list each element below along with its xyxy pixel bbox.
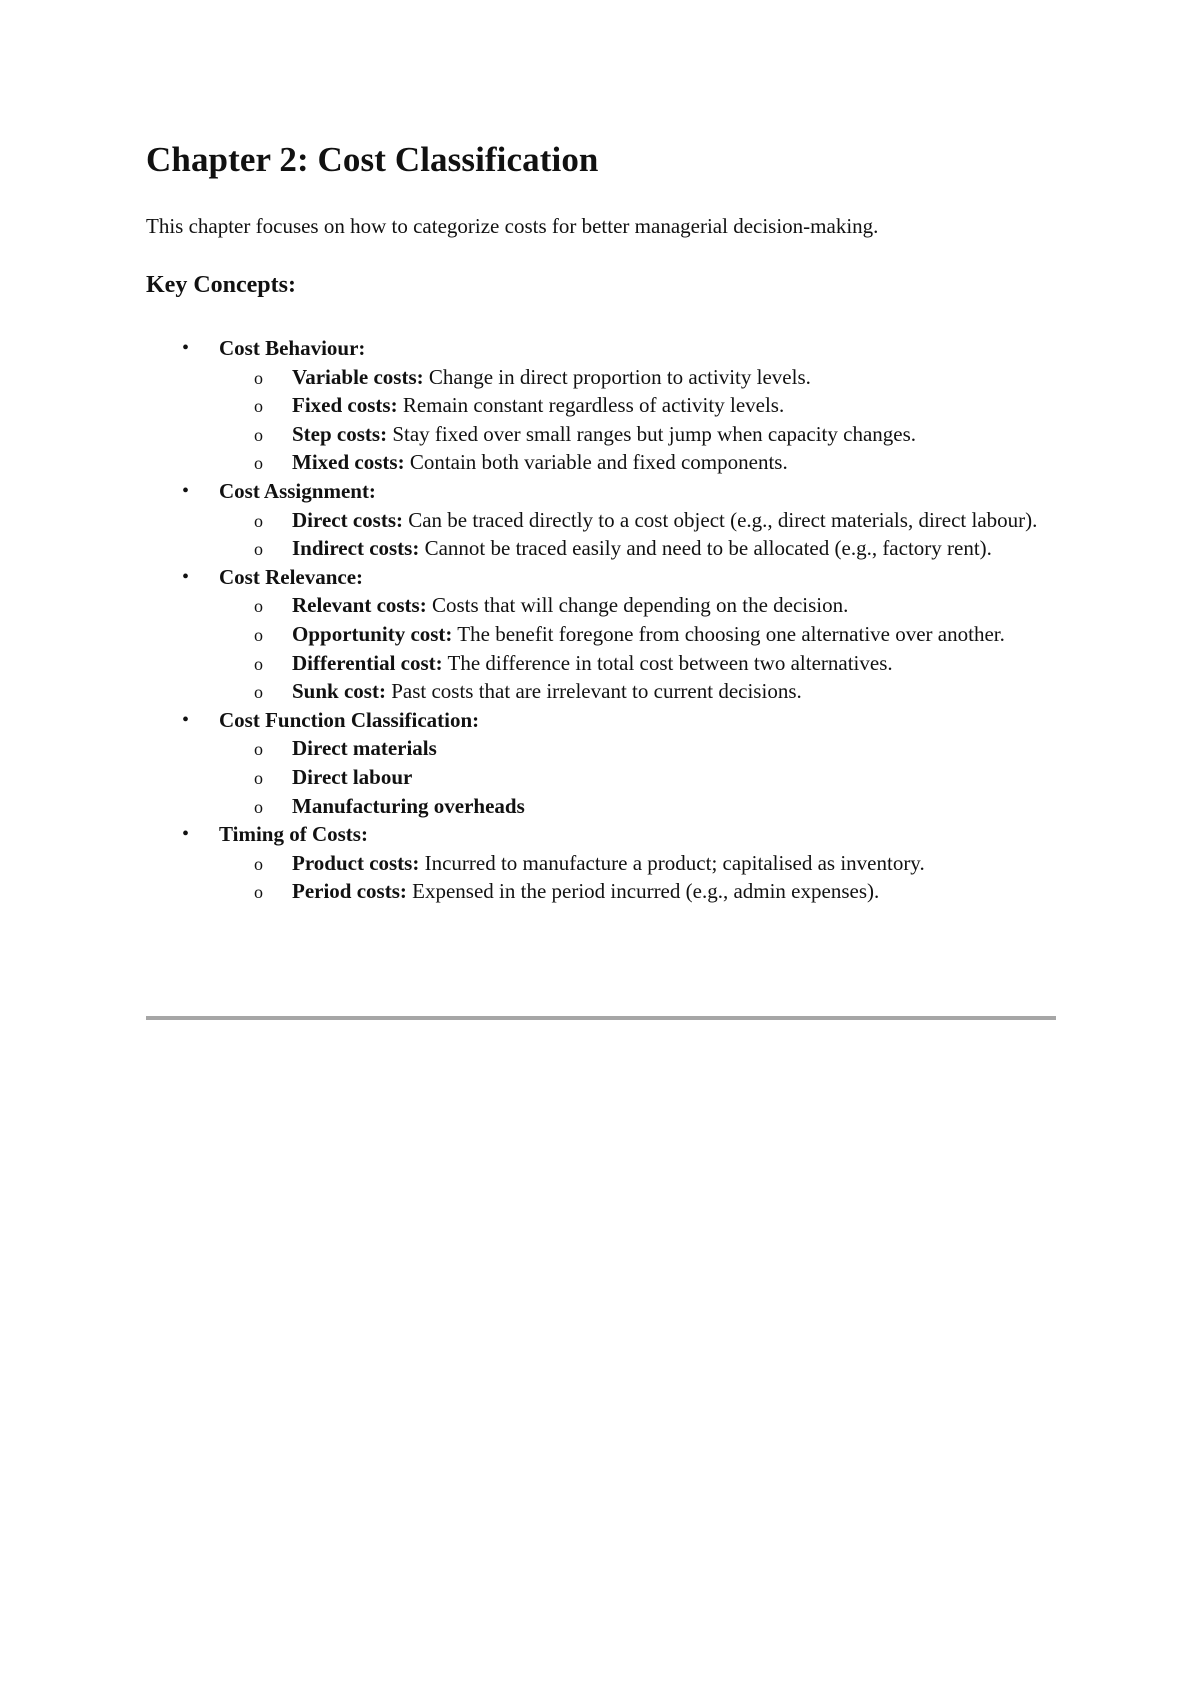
concept-label: Cost Assignment: <box>219 478 376 503</box>
concept-subitem <box>219 649 1056 678</box>
term-definition: Remain constant regardless of activity levels. <box>397 393 785 418</box>
term-label: Direct materials <box>292 736 437 761</box>
circle-bullet-icon: o <box>254 453 263 474</box>
concept-subitem <box>219 391 1056 420</box>
circle-bullet-icon: o <box>254 653 263 674</box>
term-label: Step costs: <box>292 421 388 446</box>
concept-label: Cost Function Classification: <box>219 707 480 732</box>
concept-subitem <box>219 734 1056 763</box>
term-label: Fixed costs: <box>292 393 398 418</box>
term-label: Differential cost: <box>292 650 443 675</box>
circle-bullet-icon: o <box>254 396 263 417</box>
term-definition: Past costs that are irrelevant to current decisions. <box>385 679 802 704</box>
term-definition: Can be traced directly to a cost object (e.g., direct materials, direct labour). <box>402 507 1038 532</box>
circle-bullet-icon: o <box>254 796 263 817</box>
concept-sublist <box>219 506 1056 563</box>
concept-item <box>146 477 1056 563</box>
bullet-icon: • <box>182 565 190 588</box>
bullet-icon: • <box>182 479 190 502</box>
page-title: Chapter 2: Cost Classification <box>146 140 599 179</box>
term-definition: Contain both variable and fixed components. <box>404 450 788 475</box>
circle-bullet-icon: o <box>254 882 263 903</box>
term-label: Indirect costs: <box>292 536 420 561</box>
term-label: Direct costs: <box>292 507 403 532</box>
concept-sublist <box>219 591 1056 705</box>
term-label: Sunk cost: <box>292 679 386 704</box>
circle-bullet-icon: o <box>254 682 263 703</box>
intro-paragraph: This chapter focuses on how to categorize costs for better managerial decision-making. <box>146 214 879 238</box>
concept-subitem <box>219 534 1056 563</box>
term-definition: Costs that will change depending on the decision. <box>426 593 849 618</box>
circle-bullet-icon: o <box>254 596 263 617</box>
concept-item <box>146 706 1056 820</box>
horizontal-rule <box>146 1016 1056 1020</box>
concept-subitem <box>219 677 1056 706</box>
concept-item <box>146 820 1056 906</box>
concept-subitem <box>219 591 1056 620</box>
concept-subitem <box>219 506 1056 535</box>
circle-bullet-icon: o <box>254 767 263 788</box>
term-definition: Cannot be traced easily and need to be allocated (e.g., factory rent). <box>419 536 992 561</box>
term-label: Direct labour <box>292 764 413 789</box>
concept-subitem <box>219 849 1056 878</box>
bullet-icon: • <box>182 337 190 359</box>
term-definition: Expensed in the period incurred (e.g., admin expenses). <box>406 879 880 904</box>
concept-subitem <box>219 620 1056 649</box>
term-label: Period costs: <box>292 879 407 904</box>
concept-label: Cost Relevance: <box>219 564 364 589</box>
term-label: Product costs: <box>292 850 420 875</box>
term-label: Relevant costs: <box>292 593 427 618</box>
concept-subitem <box>219 363 1056 392</box>
concept-subitem <box>219 420 1056 449</box>
concept-subitem <box>219 792 1056 821</box>
term-label: Manufacturing overheads <box>292 793 525 818</box>
term-label: Mixed costs: <box>292 450 405 475</box>
circle-bullet-icon: o <box>254 424 263 445</box>
concept-subitem <box>219 448 1056 477</box>
concept-label: Timing of Costs: <box>219 822 368 847</box>
circle-bullet-icon: o <box>254 367 263 388</box>
term-definition: Stay fixed over small ranges but jump when capacity changes. <box>387 421 917 446</box>
concept-list <box>146 334 1056 906</box>
concept-subitem <box>219 763 1056 792</box>
circle-bullet-icon: o <box>254 739 263 760</box>
circle-bullet-icon: o <box>254 853 263 874</box>
term-label: Variable costs: <box>292 364 424 389</box>
bullet-icon: • <box>182 708 190 731</box>
circle-bullet-icon: o <box>254 539 263 560</box>
concept-sublist <box>219 734 1056 820</box>
term-definition: Change in direct proportion to activity levels. <box>423 364 811 389</box>
circle-bullet-icon: o <box>254 624 263 645</box>
term-definition: Incurred to manufacture a product; capitalised as inventory. <box>419 850 925 875</box>
concept-item <box>146 334 1056 477</box>
term-definition: The difference in total cost between two alternatives. <box>442 650 893 675</box>
concept-subitem <box>219 877 1056 906</box>
key-concepts-heading: Key Concepts: <box>146 272 296 298</box>
concept-sublist <box>219 363 1056 477</box>
term-definition: The benefit foregone from choosing one alternative over another. <box>452 621 1005 646</box>
concept-label: Cost Behaviour: <box>219 336 366 360</box>
circle-bullet-icon: o <box>254 510 263 531</box>
concept-item <box>146 563 1056 706</box>
term-label: Opportunity cost: <box>292 621 453 646</box>
concept-sublist <box>219 849 1056 906</box>
bullet-icon: • <box>182 823 190 846</box>
